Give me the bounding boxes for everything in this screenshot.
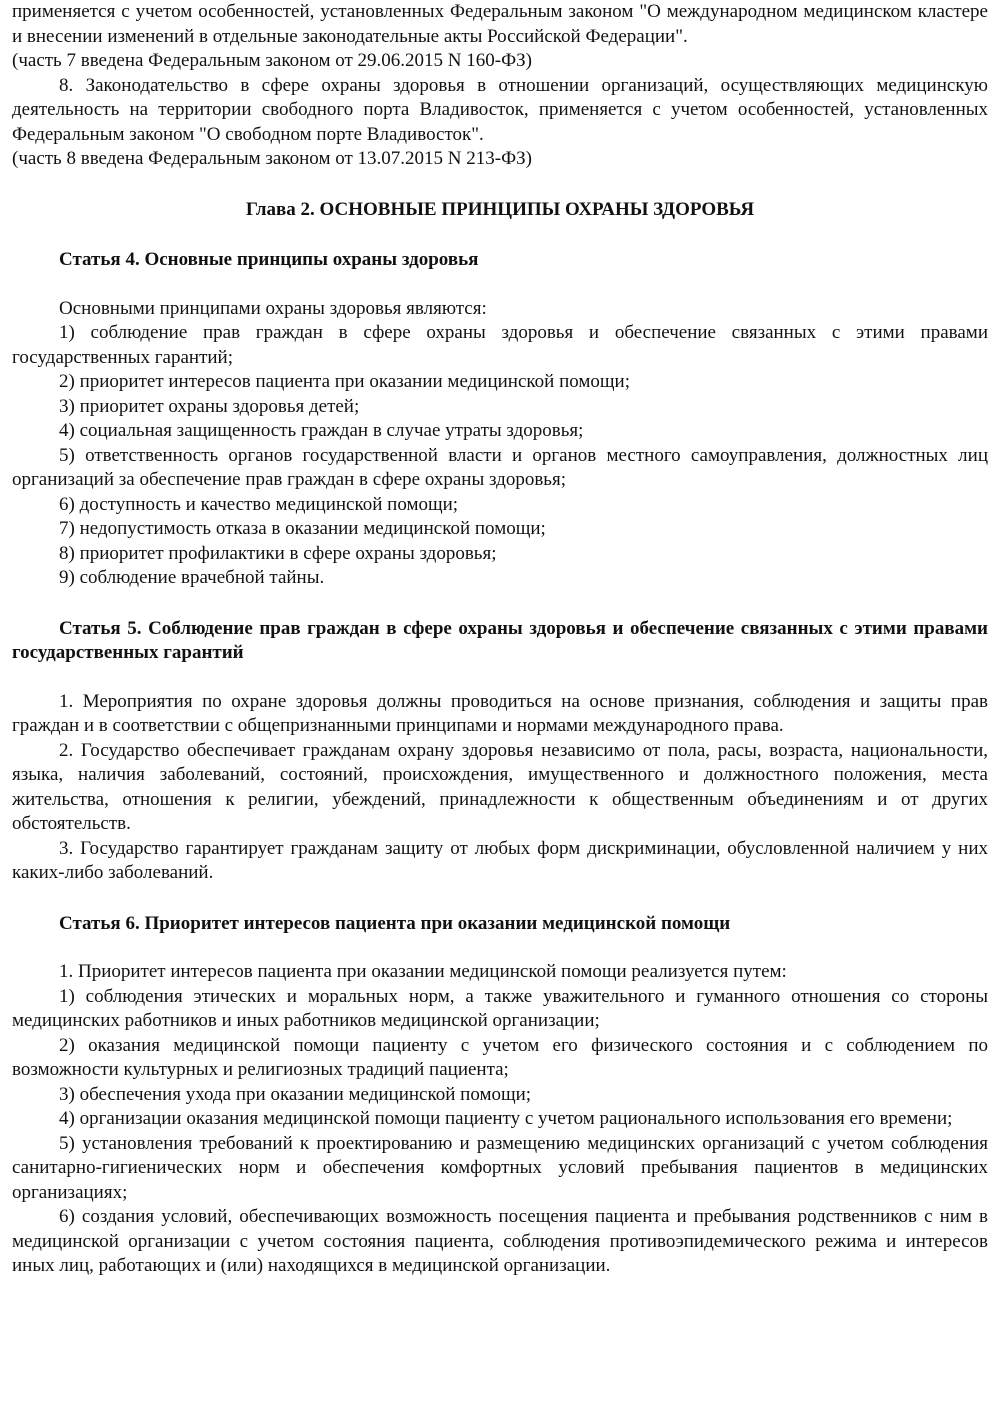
list-item: 9) соблюдение врачебной тайны. [59,567,325,588]
list-item: 8) приоритет профилактики в сфере охраны здоровья; [59,542,497,564]
paragraph: 1. Приоритет интересов пациента при оказании медицинской помощи реализуется путем: [59,961,787,982]
paragraph: 2. Государство обеспечивает гражданам охрану здоровья независимо от пола, расы, возраста, национальности, языка, наличия заболеваний, состояний, происхождения, имущественного и должностного положения, места жительства, отношения к религии, убеждений, принадлежности к общественным объединениям и от других обстоятельств. [12,739,988,834]
list-item: 6) создания условий, обеспечивающих возможность посещения пациента и пребывания родственников с ним в медицинской организации с учетом состояния пациента, соблюдения противоэпидемического режима и интересов иных лиц, работающих и (или) находящихся в медицинской организации. [12,1206,988,1276]
article-title: Статья 5. Соблюдение прав граждан в сфере охраны здоровья и обеспечение связанных с этими правами государственных гарантий [12,617,988,663]
paragraph: Основными принципами охраны здоровья являются: [59,297,487,319]
paragraph: 8. Законодательство в сфере охраны здоровья в отношении организаций, осуществляющих медицинскую деятельность на территории свободного порта Владивосток, применяется с учетом особенностей, установленных Федеральным законом "О свободном порте Владивосток". [12,74,988,145]
amendment-note: (часть 8 введена Федеральным законом от 13.07.2015 N 213-ФЗ) [12,148,532,169]
list-item: 4) социальная защищенность граждан в случае утраты здоровья; [59,420,584,441]
list-item: 4) организации оказания медицинской помощи пациенту с учетом рационального использования его времени; [59,1108,953,1129]
paragraph: применяется с учетом особенностей, установленных Федеральным законом "О международном медицинском кластере и внесении изменений в отдельные законодательные акты Российской Федерации". [12,1,988,47]
list-item: 7) недопустимость отказа в оказании медицинской помощи; [59,518,546,539]
amendment-note: (часть 7 введена Федеральным законом от 29.06.2015 N 160-ФЗ) [12,50,532,71]
list-item: 1) соблюдение прав граждан в сфере охраны здоровья и обеспечение связанных с этими правами государственных гарантий; [12,322,988,368]
article-title: Статья 4. Основные принципы охраны здоровья [59,249,479,270]
list-item: 5) установления требований к проектированию и размещению медицинских организаций с учетом соблюдения санитарно-гигиенических норм и обеспечения комфортных условий пребывания пациентов в медицинских организациях; [12,1132,988,1203]
chapter-title: Глава 2. ОСНОВНЫЕ ПРИНЦИПЫ ОХРАНЫ ЗДОРОВЬЯ [245,198,755,220]
paragraph: 1. Мероприятия по охране здоровья должны проводиться на основе признания, соблюдения и защиты прав граждан и в соответствии с общепризнанными принципами и нормами международного права. [12,690,988,736]
article-5 [12,617,988,886]
list-item: 3) обеспечения ухода при оказании медицинской помощи; [59,1083,532,1105]
list-item: 6) доступность и качество медицинской помощи; [59,493,459,515]
top-section [12,0,988,172]
list-item: 1) соблюдения этических и моральных норм, а также уважительного и гуманного отношения со стороны медицинских работников и иных работников медицинской организации; [12,985,988,1031]
article-6 [12,912,988,1279]
paragraph: 3. Государство гарантирует гражданам защиту от любых форм дискриминации, обусловленной наличием у них каких-либо заболеваний. [12,837,988,883]
article-title: Статья 6. Приоритет интересов пациента при оказании медицинской помощи [59,912,731,934]
list-item: 2) приоритет интересов пациента при оказании медицинской помощи; [59,371,630,392]
list-item: 3) приоритет охраны здоровья детей; [59,395,360,417]
list-item: 5) ответственность органов государственной власти и органов местного самоуправления, должностных лиц организаций за обеспечение прав граждан в сфере охраны здоровья; [12,444,988,490]
article-4 [12,248,988,591]
list-item: 2) оказания медицинской помощи пациенту с учетом его физического состояния и с соблюдением по возможности культурных и религиозных традиций пациента; [12,1034,988,1080]
